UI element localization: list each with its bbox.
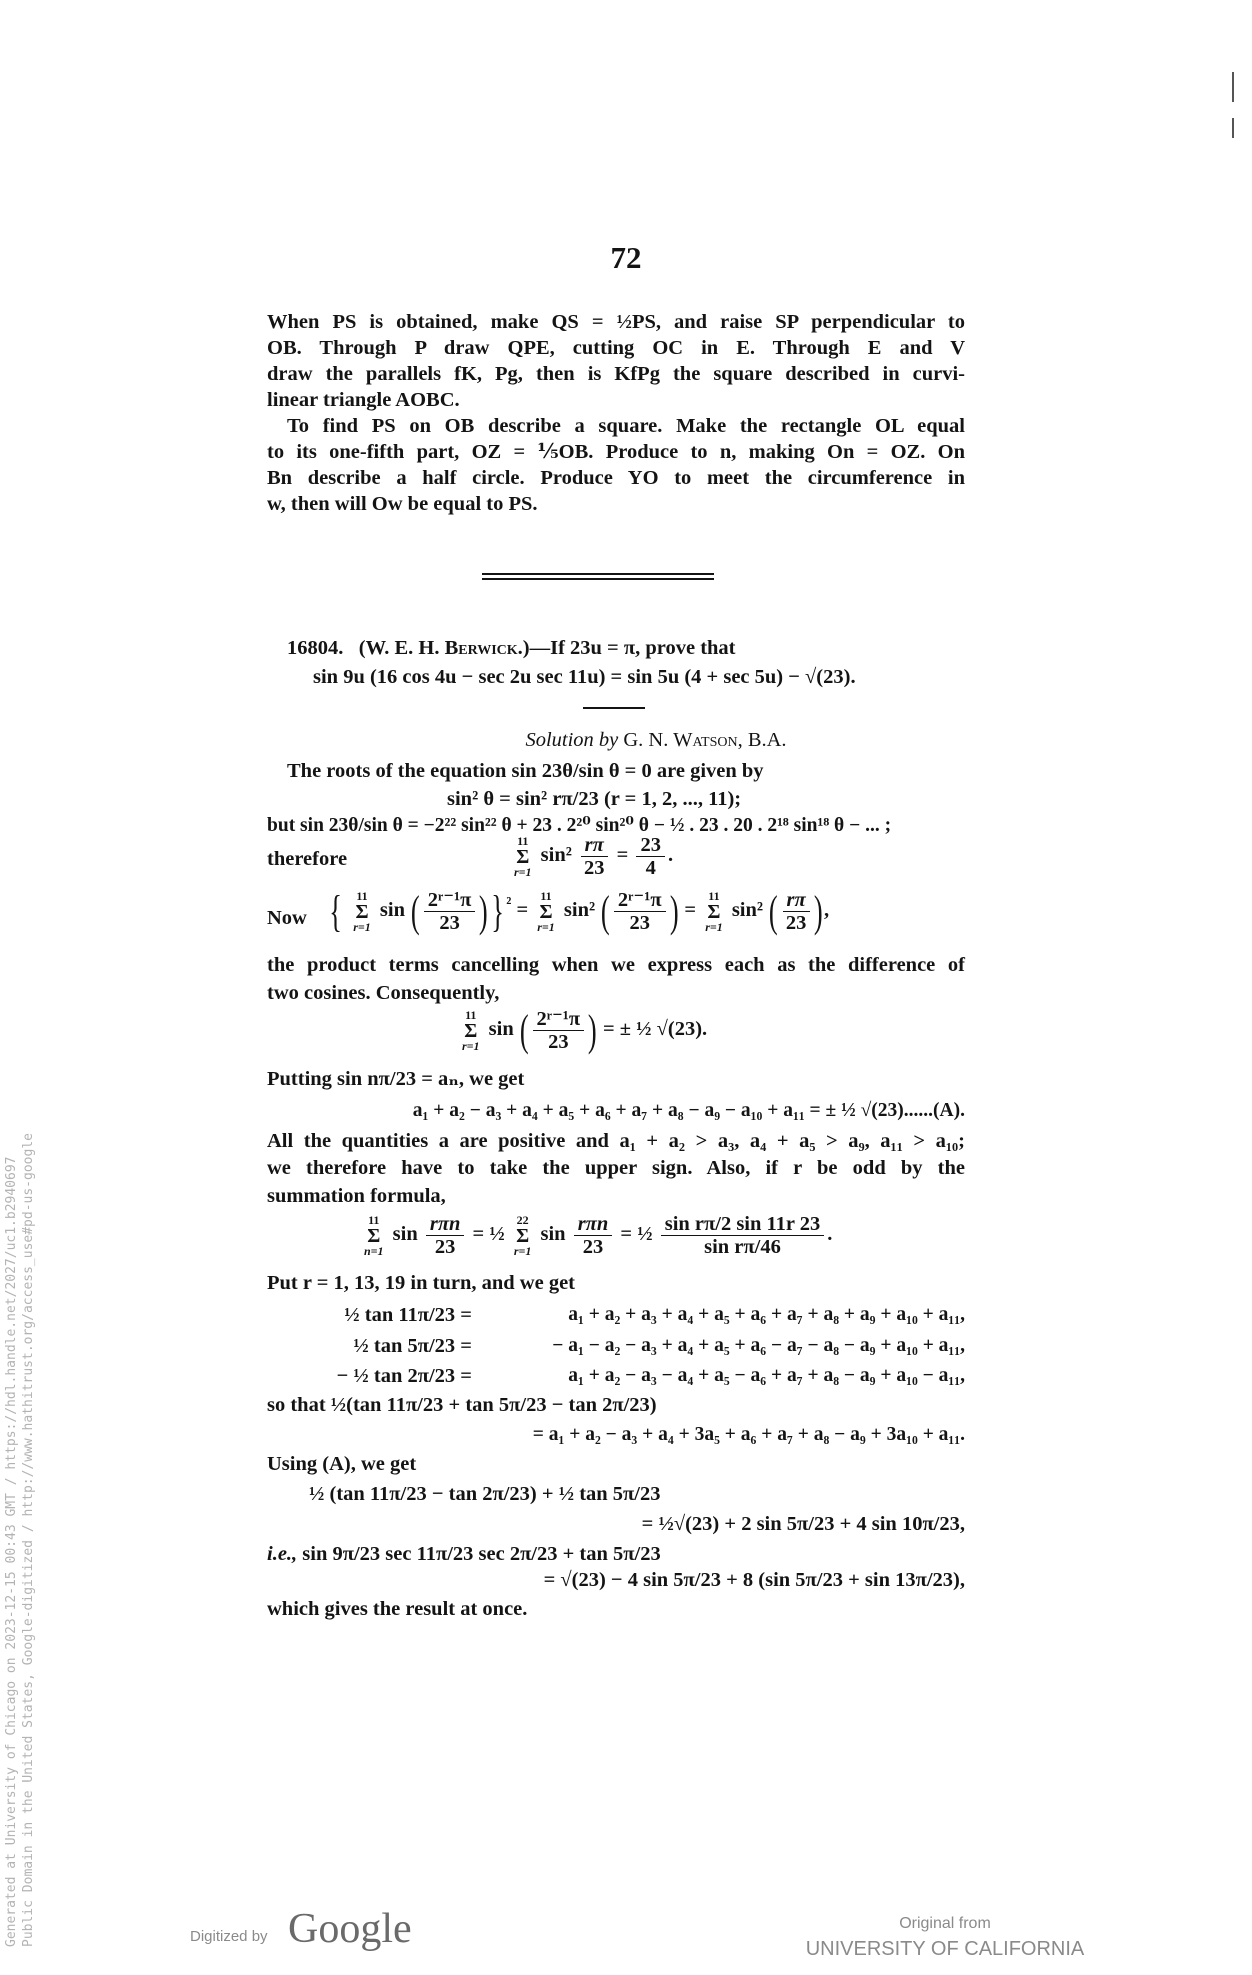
summation-sign: 11 Σ r=1	[705, 888, 723, 934]
consequently-equation: 11 Σ r=1 sin ( $\frac{\text{2ʳ⁻¹π}}{23}$ ) = ± ½ √(23).	[462, 1005, 708, 1055]
fraction: $\frac{\text{rπn}}{23}$	[426, 1213, 465, 1258]
text-line: w, then will Ow be equal to PS.	[267, 493, 538, 515]
text-line: the product terms cancelling when we express each as the difference of	[267, 954, 965, 976]
google-logo: Google	[288, 1906, 412, 1952]
text-line: Using (A), we get	[267, 1453, 417, 1475]
text-line: To find PS on OB describe a square. Make the rectangle OL equal	[287, 415, 965, 437]
equation-line: = a₁ + a₂ − a₃ + a₄ + 3a₅ + a₆ + a₇ + a₈ − a₉ + 3a₁₀ + a₁₁.	[532, 1424, 965, 1445]
summation-sign: 11 Σ r=1	[514, 833, 532, 879]
watermark-line: Generated at University of Chicago on 2023-12-15 00:43 GMT / https://hdl.handle.net/2027/uc1.b2940697	[4, 1156, 19, 1947]
fraction: $\frac{r\pi}{23}$	[782, 889, 811, 934]
text-label: Now	[267, 907, 307, 929]
watermark-line: Public Domain in the United States, Google-digitized / http://www.hathitrust.org/access_use#pd-us-google	[21, 1133, 36, 1947]
summation-sign: 11 Σ r=1	[537, 888, 555, 934]
summation-sign: 11 Σ r=1	[462, 1007, 480, 1053]
digitized-by-label: Digitized by	[190, 1928, 268, 1945]
problem-statement: —If 23u = π, prove that	[529, 637, 736, 659]
text-line: draw the parallels fK, Pg, then is KfPg the square described in curvi-	[267, 363, 965, 385]
page-number: 72	[610, 240, 642, 275]
text-line: linear triangle AOBC.	[267, 389, 460, 411]
solution-author: G. N. Watson, B.A.	[623, 729, 787, 751]
text-line: All the quantities a are positive and a₁ + a₂ > a₃, a₄ + a₅ > a₉, a₁₁ > a₁₀;	[267, 1130, 965, 1152]
summation-sign: 11 Σ r=1	[353, 888, 371, 934]
equation-left: − ½ tan 2π/23 =	[336, 1365, 472, 1387]
equation-right: a₁ + a₂ − a₃ − a₄ + a₅ − a₆ + a₇ + a₈ − a₉ + a₁₀ − a₁₁,	[568, 1365, 965, 1386]
fraction: $\frac{\text{2ʳ⁻¹π}}{23}$	[614, 889, 666, 934]
equation-left: ½ tan 11π/23 =	[344, 1304, 472, 1326]
text-line: Putting sin nπ/23 = aₙ, we get	[267, 1068, 525, 1090]
text-line: two cosines. Consequently,	[267, 982, 500, 1004]
fraction: $\frac{23}{4}$	[636, 834, 665, 879]
summation-sign: 11 Σ n=1	[364, 1212, 384, 1258]
text-line: to its one-fifth part, OZ = ⅕OB. Produce to n, making On = OZ. On	[267, 441, 965, 463]
scan-edge-mark	[1232, 72, 1234, 102]
problem-author: (W. E. H. Berwick.)	[358, 637, 530, 659]
text-line: which gives the result at once.	[267, 1598, 528, 1620]
original-from-label: Original from	[899, 1915, 991, 1932]
problem-number: 16804.	[287, 637, 344, 659]
access-watermark	[3, 967, 37, 1947]
solution-by-label: Solution by	[525, 729, 619, 751]
problem-header	[287, 635, 985, 661]
scan-edge-mark	[1232, 118, 1234, 138]
equation-line: sin² θ = sin² rπ/23 (r = 1, 2, ..., 11);	[447, 788, 742, 810]
equation-left: ½ tan 5π/23 =	[353, 1335, 472, 1357]
summation-formula: 11 Σ n=1 sin $\frac{\text{rπn}}{23}$ = ½ 22 Σ r=1 sin $\frac{\text{rπn}}{23}$ = ½ $\frac{\text{sin rπ/2 sin 11r 23}}{\text{sin rπ/46}}$ .	[364, 1212, 833, 1258]
equation-line: but sin 23θ/sin θ = −2²² sin²² θ + 23 . 2²⁰ sin²⁰ θ − ½ . 23 . 20 . 2¹⁸ sin¹⁸ θ − ... ;	[267, 815, 892, 836]
equation-right: − a₁ − a₂ − a₃ + a₄ + a₅ + a₆ − a₇ − a₈ − a₉ + a₁₀ + a₁₁,	[552, 1335, 965, 1356]
equation-line	[267, 1541, 965, 1567]
section-divider	[482, 573, 714, 575]
equation-line: = ½√(23) + 2 sin 5π/23 + 4 sin 10π/23,	[641, 1513, 965, 1535]
institution-label: UNIVERSITY OF CALIFORNIA	[805, 1938, 1085, 1960]
text-line: summation formula,	[267, 1185, 446, 1207]
summation-sign: 22 Σ r=1	[513, 1212, 532, 1258]
text-line: The roots of the equation sin 23θ/sin θ = 0 are given by	[287, 760, 764, 782]
fraction: $\frac{\text{rπn}}{23}$	[574, 1213, 613, 1258]
equation-line: ½ (tan 11π/23 − tan 2π/23) + ½ tan 5π/23	[309, 1483, 661, 1505]
equation-a: a₁ + a₂ − a₃ + a₄ + a₅ + a₆ + a₇ + a₈ − a₉ − a₁₀ + a₁₁ = ± ½ √(23)......(A).	[412, 1100, 965, 1121]
equation-right: a₁ + a₂ + a₃ + a₄ + a₅ + a₆ + a₇ + a₈ + a₉ + a₁₀ + a₁₁,	[568, 1304, 965, 1325]
problem-equation: sin 9u (16 cos 4u − sec 2u sec 11u) = sin 5u (4 + sec 5u) − √(23).	[313, 666, 856, 688]
ie-label: i.e.,	[267, 1543, 298, 1565]
fraction: $\frac{\text{2ʳ⁻¹π}}{23}$	[424, 889, 476, 934]
text-line: so that ½(tan 11π/23 + tan 5π/23 − tan 2π/23)	[267, 1394, 657, 1416]
fraction: $\frac{\text{2ʳ⁻¹π}}{23}$	[533, 1008, 585, 1053]
text-line: Put r = 1, 13, 19 in turn, and we get	[267, 1272, 575, 1294]
text-label: therefore	[267, 848, 348, 870]
fraction: $\frac{r\pi}{23}$	[580, 834, 609, 879]
equation-line: = √(23) − 4 sin 5π/23 + 8 (sin 5π/23 + sin 13π/23),	[543, 1569, 965, 1591]
therefore-equation: therefore 11 Σ r=1 sin² $\frac{r\pi}{23}$ = $\frac{23}{4}$ .	[267, 833, 674, 879]
text-line: When PS is obtained, make QS = ½PS, and raise SP perpendicular to	[267, 311, 965, 333]
fraction: $\frac{\text{sin rπ/2 sin 11r 23}}{\text{sin rπ/46}}$	[661, 1213, 825, 1258]
now-equation: Now { 11 Σ r=1 sin ( $\frac{\text{2ʳ⁻¹π}}{23}$ )} $^{^2}$ = 11 Σ r=1 sin² ( $\frac{\text{2ʳ⁻¹π}}{23}$ ) = 11 Σ r=1 sin² ( $\frac{r\pi}{23}$ ),	[267, 886, 830, 936]
text-line: OB. Through P draw QPE, cutting OC in E. Through E and V	[267, 337, 965, 359]
text-line: we therefore have to take the upper sign. Also, if r be odd by the	[267, 1157, 965, 1179]
equation-text: sin 9π/23 sec 11π/23 sec 2π/23 + tan 5π/23	[297, 1543, 661, 1565]
text-line: Bn describe a half circle. Produce YO to meet the circumference in	[267, 467, 965, 489]
short-divider	[583, 707, 645, 709]
solution-heading	[0, 727, 1252, 753]
section-divider	[482, 578, 714, 580]
